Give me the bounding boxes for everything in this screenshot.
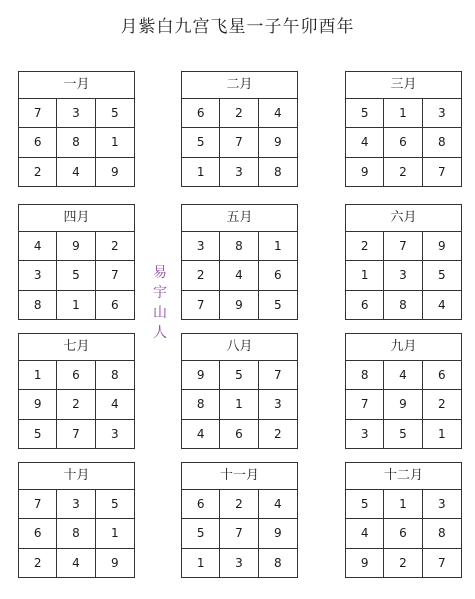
nine-palace-grid — [182, 490, 297, 578]
grid-cell: 7 — [384, 232, 422, 261]
nine-palace-grid — [346, 99, 461, 187]
watermark-char: 山 — [153, 305, 167, 321]
grid-cell: 1 — [57, 291, 95, 320]
grid-cell: 5 — [19, 420, 57, 449]
grid-cell: 7 — [259, 361, 297, 390]
grid-cell: 9 — [182, 361, 220, 390]
page-title: 月紫白九宫飞星一子午卯酉年 — [120, 17, 355, 37]
grid-cell: 2 — [274, 427, 282, 442]
grid-cell: 6 — [384, 128, 422, 157]
grid-cell: 4 — [19, 232, 57, 261]
grid-cell: 5 — [220, 361, 258, 390]
grid-cell: 5 — [182, 128, 220, 157]
grid-cell: 7 — [438, 165, 446, 180]
grid-cell: 8 — [384, 291, 422, 320]
grid-cell: 7 — [19, 490, 57, 519]
grid-cell: 5 — [346, 99, 384, 128]
month-name: 八月 — [182, 334, 297, 361]
grid-cell: 4 — [259, 490, 297, 519]
grid-cell: 7 — [220, 128, 258, 157]
month-name: 十一月 — [182, 463, 297, 490]
grid-cell: 6 — [423, 361, 461, 390]
month-table — [18, 71, 135, 187]
month-table — [345, 462, 462, 578]
grid-cell: 3 — [220, 158, 258, 187]
grid-cell: 2 — [384, 158, 422, 187]
grid-cell: 7 — [57, 420, 95, 449]
month-table — [18, 333, 135, 449]
grid-cell: 1 — [19, 361, 57, 390]
grid-cell: 8 — [274, 556, 282, 571]
grid-cell: 4 — [182, 420, 220, 449]
grid-cell: 6 — [111, 298, 119, 313]
grid-cell: 4 — [57, 549, 95, 578]
grid-cell: 9 — [259, 519, 297, 548]
grid-cell: 7 — [220, 519, 258, 548]
month-table — [181, 204, 298, 320]
grid-cell: 8 — [220, 232, 258, 261]
month-table — [18, 462, 135, 578]
month-name: 十月 — [19, 463, 134, 490]
nine-palace-grid — [182, 361, 297, 449]
grid-cell: 6 — [259, 261, 297, 290]
grid-cell: 3 — [346, 420, 384, 449]
month-table — [181, 333, 298, 449]
grid-cell: 8 — [346, 361, 384, 390]
grid-cell: 7 — [346, 390, 384, 419]
grid-cell: 8 — [57, 128, 95, 157]
nine-palace-grid — [19, 490, 134, 578]
grid-cell: 7 — [438, 556, 446, 571]
grid-cell: 4 — [438, 298, 446, 313]
month-name: 七月 — [19, 334, 134, 361]
grid-cell: 2 — [220, 490, 258, 519]
month-name: 九月 — [346, 334, 461, 361]
author-watermark — [150, 263, 170, 343]
grid-cell: 1 — [220, 390, 258, 419]
grid-cell: 1 — [346, 261, 384, 290]
grid-cell: 2 — [19, 549, 57, 578]
grid-cell: 2 — [384, 549, 422, 578]
month-table — [345, 204, 462, 320]
grid-cell: 3 — [423, 99, 461, 128]
grid-cell: 2 — [346, 232, 384, 261]
nine-palace-grid — [346, 490, 461, 578]
grid-cell: 9 — [423, 232, 461, 261]
grid-cell: 5 — [423, 261, 461, 290]
grid-cell: 3 — [259, 390, 297, 419]
grid-cell: 8 — [182, 390, 220, 419]
grid-cell: 4 — [384, 361, 422, 390]
grid-cell: 1 — [438, 427, 446, 442]
grid-cell: 6 — [220, 420, 258, 449]
grid-cell: 6 — [19, 519, 57, 548]
grid-cell: 8 — [96, 361, 134, 390]
grid-cell: 5 — [384, 420, 422, 449]
month-name: 五月 — [182, 205, 297, 232]
grid-cell: 3 — [220, 549, 258, 578]
grid-cell: 9 — [346, 158, 384, 187]
month-name: 三月 — [346, 72, 461, 99]
grid-cell: 6 — [182, 99, 220, 128]
grid-cell: 6 — [384, 519, 422, 548]
grid-cell: 2 — [57, 390, 95, 419]
nine-palace-grid — [19, 361, 134, 449]
grid-cell: 1 — [96, 519, 134, 548]
grid-cell: 1 — [384, 99, 422, 128]
grid-cell: 8 — [19, 291, 57, 320]
grid-cell: 9 — [220, 291, 258, 320]
grid-cell: 7 — [19, 99, 57, 128]
grid-cell: 6 — [346, 291, 384, 320]
grid-cell: 9 — [259, 128, 297, 157]
grid-cell: 3 — [19, 261, 57, 290]
grid-cell: 1 — [182, 158, 220, 187]
month-name: 一月 — [19, 72, 134, 99]
grid-cell: 8 — [274, 165, 282, 180]
grid-cell: 7 — [96, 261, 134, 290]
grid-cell: 9 — [384, 390, 422, 419]
grid-cell: 2 — [19, 158, 57, 187]
grid-cell: 9 — [111, 556, 119, 571]
watermark-char: 人 — [153, 325, 167, 341]
grid-cell: 2 — [423, 390, 461, 419]
grid-cell: 4 — [57, 158, 95, 187]
grid-cell: 5 — [346, 490, 384, 519]
grid-cell: 8 — [423, 519, 461, 548]
grid-cell: 5 — [96, 490, 134, 519]
grid-cell: 4 — [220, 261, 258, 290]
nine-palace-grid — [346, 361, 461, 449]
grid-cell: 7 — [182, 291, 220, 320]
grid-cell: 4 — [259, 99, 297, 128]
month-table — [345, 333, 462, 449]
month-name: 四月 — [19, 205, 134, 232]
grid-cell: 3 — [384, 261, 422, 290]
month-name: 十二月 — [346, 463, 461, 490]
grid-cell: 3 — [423, 490, 461, 519]
month-name: 二月 — [182, 72, 297, 99]
watermark-char: 宇 — [153, 285, 167, 301]
grid-cell: 6 — [57, 361, 95, 390]
month-table — [18, 204, 135, 320]
grid-cell: 6 — [19, 128, 57, 157]
grid-cell: 2 — [182, 261, 220, 290]
nine-palace-grid — [182, 232, 297, 320]
watermark-char: 易 — [153, 265, 167, 281]
grid-cell: 5 — [274, 298, 282, 313]
grid-cell: 8 — [423, 128, 461, 157]
grid-cell: 9 — [19, 390, 57, 419]
month-table — [181, 71, 298, 187]
nine-palace-grid — [19, 99, 134, 187]
grid-cell: 2 — [96, 232, 134, 261]
grid-cell: 1 — [259, 232, 297, 261]
grid-cell: 4 — [346, 128, 384, 157]
grid-cell: 1 — [96, 128, 134, 157]
grid-cell: 3 — [57, 490, 95, 519]
nine-palace-grid — [346, 232, 461, 320]
month-table — [345, 71, 462, 187]
month-table — [181, 462, 298, 578]
grid-cell: 4 — [346, 519, 384, 548]
nine-palace-grid — [182, 99, 297, 187]
grid-cell: 4 — [96, 390, 134, 419]
grid-cell: 9 — [57, 232, 95, 261]
grid-cell: 5 — [96, 99, 134, 128]
month-name: 六月 — [346, 205, 461, 232]
grid-cell: 1 — [384, 490, 422, 519]
nine-palace-grid — [19, 232, 134, 320]
grid-cell: 3 — [57, 99, 95, 128]
grid-cell: 3 — [111, 427, 119, 442]
grid-cell: 6 — [182, 490, 220, 519]
grid-cell: 8 — [57, 519, 95, 548]
grid-cell: 9 — [111, 165, 119, 180]
grid-cell: 1 — [182, 549, 220, 578]
grid-cell: 5 — [57, 261, 95, 290]
grid-cell: 5 — [182, 519, 220, 548]
grid-cell: 3 — [182, 232, 220, 261]
grid-cell: 9 — [346, 549, 384, 578]
grid-cell: 2 — [220, 99, 258, 128]
